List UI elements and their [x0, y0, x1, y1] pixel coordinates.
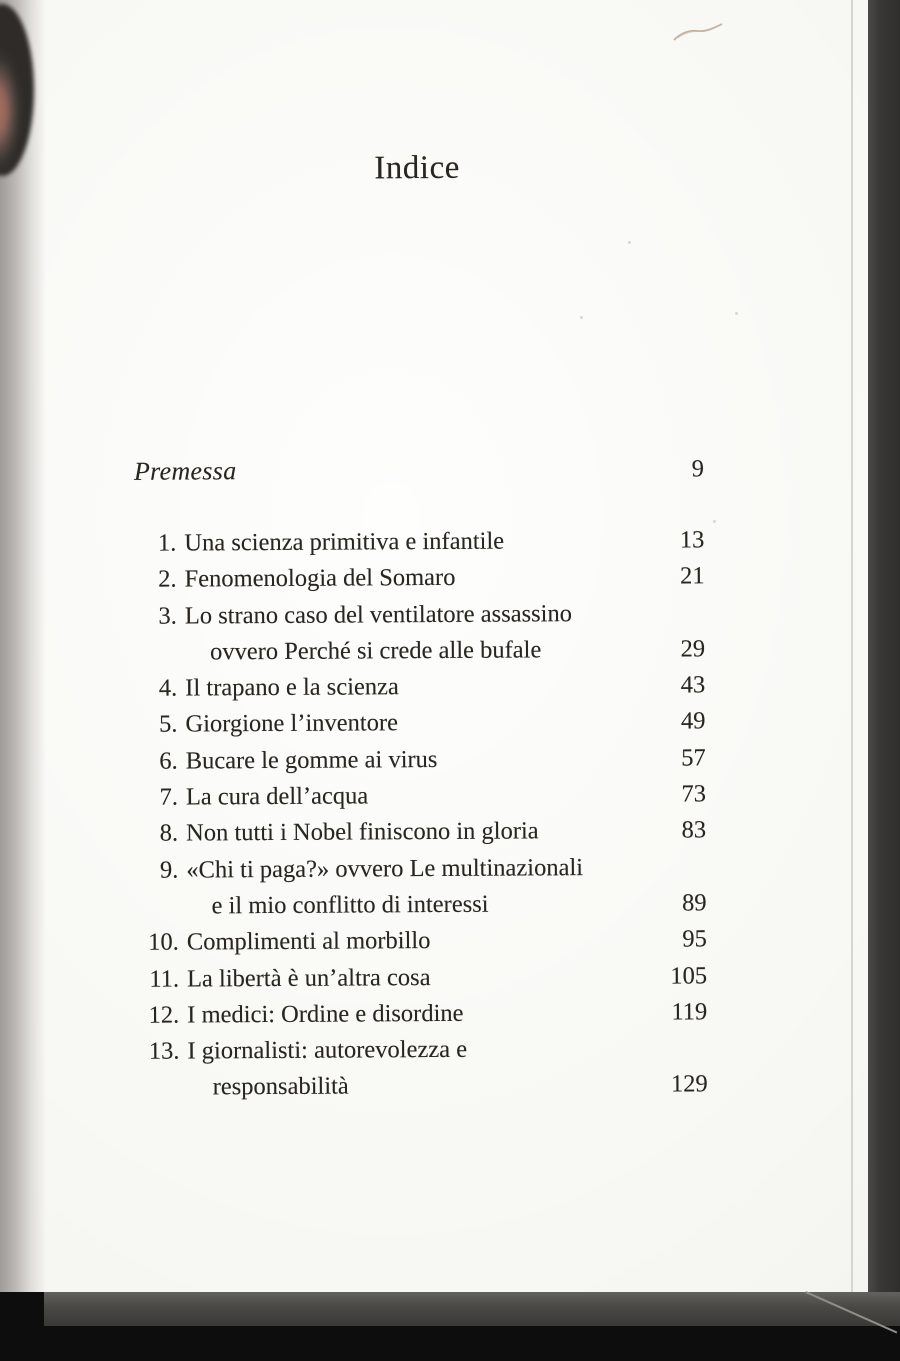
toc-entry-continuation [138, 1067, 708, 1107]
page-block-bottom-edge [44, 1292, 900, 1326]
toc-entry [136, 849, 706, 889]
entry-number: 10. [148, 928, 179, 957]
entry-title: I medici: Ordine e disordine [187, 999, 464, 1029]
entry-page-number: 43 [680, 671, 706, 699]
entry-page-number: 29 [680, 635, 706, 663]
toc-entry [136, 813, 706, 853]
entry-title: Il trapano e la scienza [185, 673, 399, 702]
entry-number: 9. [159, 856, 179, 884]
entry-page-number: 119 [671, 998, 708, 1026]
entry-title: Una scienza primitiva e infantile [184, 527, 505, 557]
toc-entry [137, 994, 707, 1034]
toc-entry [137, 958, 707, 998]
entry-title: La libertà è un’altra cosa [186, 963, 431, 993]
toc-entry [135, 704, 705, 744]
entry-number: 2. [158, 565, 177, 593]
entry-title-continued: e il mio conflitto di interessi [211, 890, 489, 920]
premessa-label: Premessa [133, 456, 237, 486]
toc-entry [137, 922, 707, 962]
entry-number: 12. [148, 1001, 180, 1029]
premessa-page-number: 9 [691, 455, 705, 483]
toc-entry [137, 1030, 707, 1070]
entry-title: Complimenti al morbillo [186, 927, 431, 956]
page-title: Indice [374, 149, 460, 187]
entry-number: 1. [157, 529, 177, 557]
entry-title: Giorgione l’inventore [185, 709, 399, 739]
entry-title: «Chi ti paga?» ovvero Le multinazionali [186, 853, 584, 884]
toc-entry [134, 522, 704, 562]
entry-page-number: 49 [680, 707, 706, 735]
toc-entry [135, 595, 705, 635]
entry-title: La cura dell’acqua [185, 782, 369, 811]
entry-page-number: 105 [670, 961, 708, 990]
entry-page-number: 89 [681, 889, 707, 917]
toc-entry [136, 740, 706, 780]
toc-entry-continuation [135, 631, 705, 671]
entry-title: Fenomenologia del Somaro [184, 564, 456, 593]
entry-page-number: 57 [681, 744, 706, 772]
toc-entry [136, 776, 706, 816]
entry-page-number: 21 [679, 562, 705, 590]
toc-list [134, 522, 708, 1106]
entry-number: 6. [159, 747, 178, 775]
book-cover-edge [868, 0, 900, 1326]
entry-number: 3. [158, 602, 177, 630]
toc-entry [135, 668, 705, 708]
entry-number: 7. [159, 783, 179, 811]
entry-title: Bucare le gomme ai virus [185, 745, 438, 775]
entry-title: Lo strano caso del ventilatore assassino [184, 599, 573, 630]
toc-entry-continuation [136, 885, 706, 925]
entry-number: 8. [159, 819, 179, 848]
entry-number: 5. [159, 711, 178, 739]
entry-number: 11. [149, 965, 180, 993]
toc-premessa-row [134, 450, 704, 490]
entry-page-number: 83 [681, 816, 707, 844]
entry-page-number: 13 [679, 526, 705, 554]
entry-page-number: 129 [670, 1070, 708, 1099]
entry-title: Non tutti i Nobel finiscono in gloria [186, 817, 539, 847]
entry-page-number: 73 [681, 780, 706, 808]
entry-page-number: 95 [682, 925, 707, 953]
entry-number: 13. [148, 1037, 180, 1065]
entry-number: 4. [158, 674, 178, 702]
entry-title-continued: responsabilità [212, 1072, 349, 1101]
entry-title: I giornalisti: autorevolezza e [187, 1035, 468, 1065]
entry-title-continued: ovvero Perché si crede alle bufale [209, 636, 542, 666]
toc-entry [134, 559, 704, 599]
